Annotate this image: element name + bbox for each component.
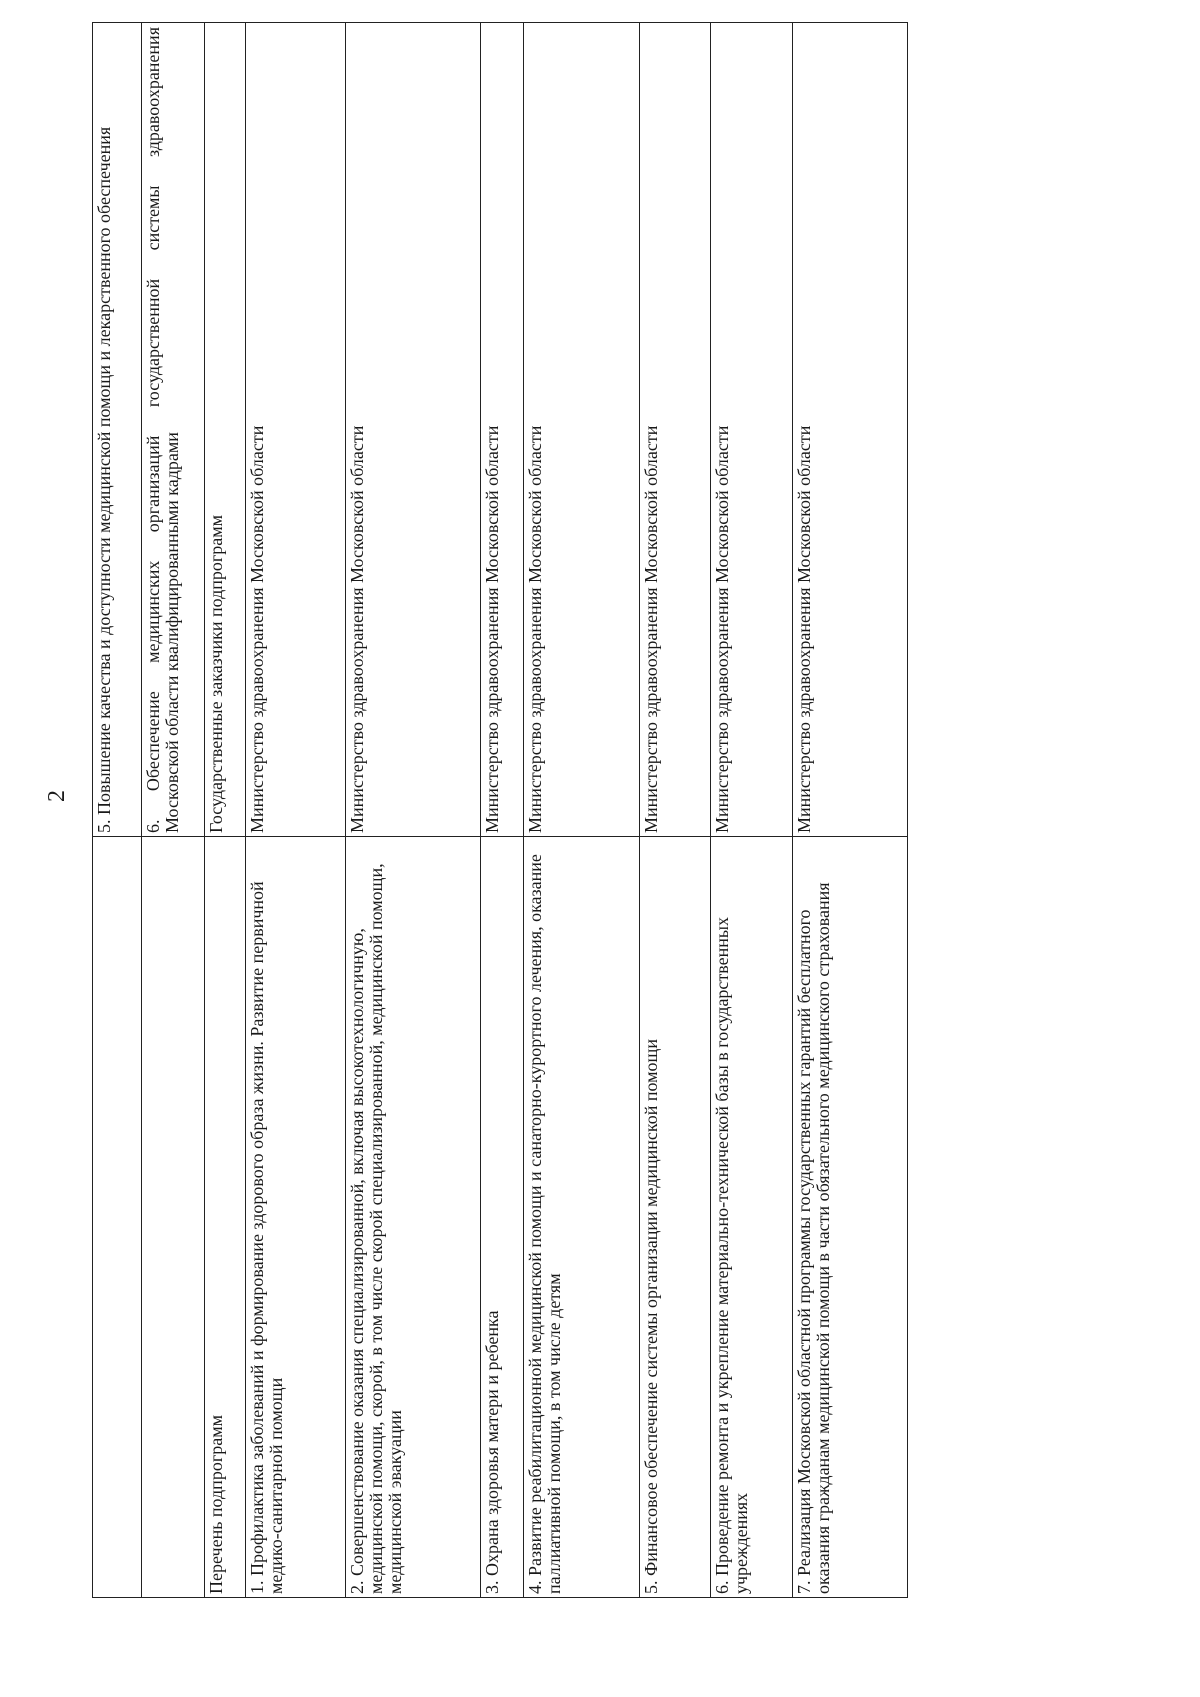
goal-5-cell: 5. Повышение качества и доступности медицинской помощи и лекарственного обеспечения xyxy=(93,23,142,837)
subprogram-6: 6. Проведение ремонта и укрепление материально-технической базы в государственных учреждениях xyxy=(711,837,793,1598)
table-row xyxy=(142,23,205,1598)
subprograms-header: Перечень подпрограмм xyxy=(205,837,246,1598)
word: Обеспечение xyxy=(143,691,163,792)
word: организаций xyxy=(143,435,163,533)
word: 6. xyxy=(143,819,163,833)
customer-3: Министерство здравоохранения Московской области xyxy=(481,23,524,837)
goal-6-line-2: Московской области квалифицированными кадрами xyxy=(161,432,182,833)
subprogram-7: 7. Реализация Московской областной программы государственных гарантий бесплатного оказания гражданам медицинской помощи в части обязательного медицинского страхования xyxy=(793,837,908,1598)
word: системы xyxy=(143,185,163,251)
table-row xyxy=(346,23,481,1598)
table-row xyxy=(793,23,908,1598)
table-cell-left xyxy=(93,837,142,1598)
customer-7: Министерство здравоохранения Московской области xyxy=(793,23,908,837)
table-row xyxy=(93,23,142,1598)
page-number: 2 xyxy=(44,790,70,802)
word: здравоохранения xyxy=(143,27,163,158)
table-row xyxy=(711,23,793,1598)
goal-6-cell xyxy=(142,23,205,837)
subprogram-table xyxy=(92,22,908,1598)
table-row xyxy=(205,23,246,1598)
word: государственной xyxy=(143,278,163,408)
subprogram-2: 2. Совершенствование оказания специализированной, включая высокотехнологичную, медицинской помощи, скорой, в том числе скорой специализированной, медицинской помощи, медицинской эвакуации xyxy=(346,837,481,1598)
customer-2: Министерство здравоохранения Московской области xyxy=(346,23,481,837)
subprogram-3: 3. Охрана здоровья матери и ребенка xyxy=(481,837,524,1598)
table-row xyxy=(640,23,711,1598)
subprogram-5: 5. Финансовое обеспечение системы организации медицинской помощи xyxy=(640,837,711,1598)
customer-6: Министерство здравоохранения Московской области xyxy=(711,23,793,837)
table-row xyxy=(524,23,640,1598)
table-row xyxy=(481,23,524,1598)
goal-6-line-1 xyxy=(144,27,163,833)
subprogram-4: 4. Развитие реабилитационной медицинской помощи и санаторно-курортного лечения, оказание паллиативной помощи, в том числе детям xyxy=(524,837,640,1598)
word: медицинских xyxy=(143,560,163,663)
customers-header: Государственные заказчики подпрограмм xyxy=(205,23,246,837)
table-cell-left xyxy=(142,837,205,1598)
table-row xyxy=(246,23,346,1598)
subprogram-1: 1. Профилактика заболеваний и формирование здорового образа жизни. Развитие первичной медико-санитарной помощи xyxy=(246,837,346,1598)
customer-5: Министерство здравоохранения Московской области xyxy=(640,23,711,837)
customer-1: Министерство здравоохранения Московской области xyxy=(246,23,346,837)
customer-4: Министерство здравоохранения Московской области xyxy=(524,23,640,837)
